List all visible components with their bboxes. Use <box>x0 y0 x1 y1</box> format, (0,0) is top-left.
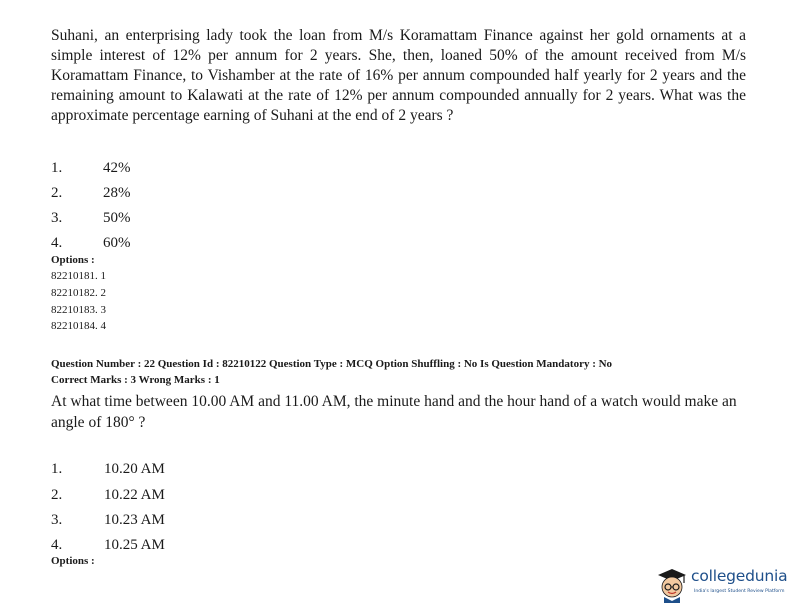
choice-number: 1. <box>51 461 63 477</box>
option-id: 82210183. 3 <box>51 304 106 316</box>
choice-value: 42% <box>103 160 131 176</box>
choice-number: 1. <box>51 160 63 176</box>
choice-number: 2. <box>51 487 63 503</box>
choice-value: 10.23 AM <box>104 512 165 528</box>
choice-value: 28% <box>103 185 131 201</box>
graduate-mascot-icon <box>654 567 690 603</box>
logo-tagline: India's largest Student Review Platform <box>694 589 785 594</box>
choice-value: 10.22 AM <box>104 487 165 503</box>
options-label: Options : <box>51 555 95 567</box>
logo-wordmark: collegedunia <box>691 567 788 585</box>
choice-number: 3. <box>51 210 63 226</box>
option-id: 82210184. 4 <box>51 320 106 332</box>
option-id: 82210181. 1 <box>51 270 106 282</box>
choice-value: 50% <box>103 210 131 226</box>
choice-number: 4. <box>51 537 63 553</box>
choice-number: 2. <box>51 185 63 201</box>
choice-value: 10.20 AM <box>104 461 165 477</box>
choice-value: 60% <box>103 235 131 251</box>
option-id: 82210182. 2 <box>51 287 106 299</box>
collegedunia-logo <box>654 563 790 607</box>
choice-value: 10.25 AM <box>104 537 165 553</box>
choice-number: 3. <box>51 512 63 528</box>
marks-line: Correct Marks : 3 Wrong Marks : 1 <box>51 374 220 386</box>
options-label: Options : <box>51 254 95 266</box>
question-1-text: Suhani, an enterprising lady took the loan from M/s Koramattam Finance against her gold ornaments at a simple interest of 12% per annum for 2 years. She, then, loaned 50% of the amount received from M/s Koramattam Finance, to Vishamber at the rate of 16% per annum compounded half yearly for 2 years and the remaining amount to Kalawati at the rate of 12% per annum compounded annually for 2 years. What was the approximate percentage earning of Suhani at the end of 2 years ? <box>51 27 746 124</box>
question-meta: Question Number : 22 Question Id : 82210122 Question Type : MCQ Option Shuffling : No Is Question Mandatory : No <box>51 358 613 370</box>
choice-number: 4. <box>51 235 63 251</box>
question-2-text: At what time between 10.00 AM and 11.00 AM, the minute hand and the hour hand of a watch would make an angle of 180° ? <box>51 393 737 431</box>
